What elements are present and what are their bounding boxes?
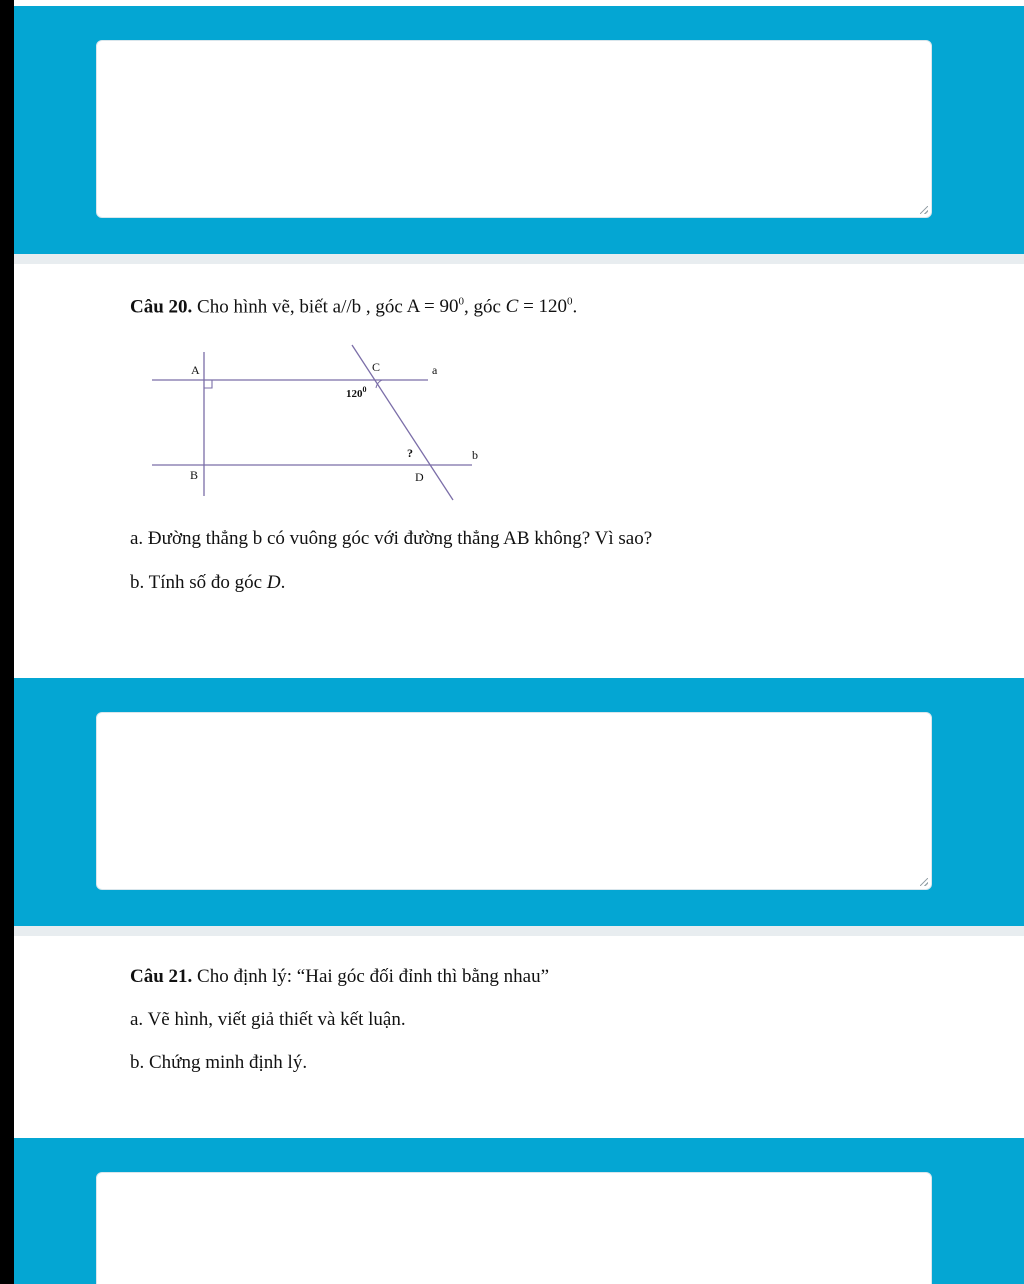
question-21-part-b: b. Chứng minh định lý. — [130, 1052, 308, 1073]
question-20-part-a: a. Đường thẳng b có vuông góc với đường thẳng AB không? Vì sao? — [130, 528, 653, 549]
right-angle-mark — [204, 380, 212, 388]
label-a: a — [432, 363, 438, 377]
label-B: B — [190, 468, 199, 482]
section-separator — [14, 926, 1024, 936]
resize-handle-icon[interactable] — [920, 206, 928, 214]
answer-section-2 — [14, 678, 1024, 926]
answer-section-1 — [14, 6, 1024, 254]
label-C: C — [372, 360, 381, 374]
question-21-intro: Cho định lý: “Hai góc đối đỉnh thì bằng nhau” — [197, 966, 550, 987]
answer-textarea-1[interactable] — [96, 40, 932, 218]
question-20-stem — [130, 296, 990, 318]
question-20 — [130, 296, 990, 318]
question-21-number: Câu 21. — [130, 966, 193, 987]
label-angle-120: $120^0$ — [346, 385, 367, 400]
question-20-intro: Cho hình vẽ, biết a//b , góc — [197, 296, 403, 318]
question-21 — [130, 966, 990, 1074]
angle-c-value: $C = 120^0$ — [505, 296, 573, 318]
question-20-number: Câu 20. — [130, 296, 193, 318]
quiz-page — [14, 0, 1024, 1284]
label-D: D — [415, 470, 424, 484]
question-20-parts — [130, 528, 990, 594]
label-b: b — [472, 448, 478, 462]
resize-handle-icon[interactable] — [920, 878, 928, 886]
transversal-cd — [352, 345, 453, 500]
geometry-figure — [150, 340, 490, 505]
label-A: A — [191, 363, 200, 377]
question-21-part-a: a. Vẽ hình, viết giả thiết và kết luận. — [130, 1009, 406, 1030]
answer-textarea-2[interactable] — [96, 712, 932, 890]
answer-textarea-3[interactable] — [96, 1172, 932, 1284]
section-separator — [14, 254, 1024, 264]
question-21-stem — [130, 966, 990, 988]
angle-a-value: $A = 90^0$ — [406, 296, 464, 318]
question-20-separator: , góc — [463, 296, 501, 318]
question-20-part-b: b. Tính số đo góc D. — [130, 572, 286, 593]
label-question-mark: ? — [407, 446, 413, 460]
question-20-end: . — [572, 296, 578, 318]
answer-section-3 — [14, 1138, 1024, 1284]
